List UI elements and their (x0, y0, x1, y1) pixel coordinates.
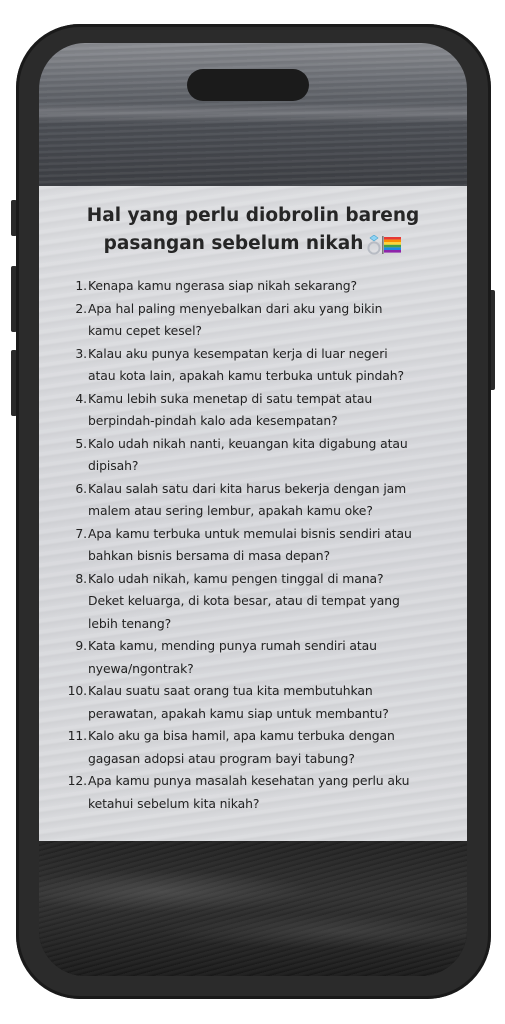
question-text-line: Deket keluarga, di kota besar, atau di tempat yang (88, 593, 400, 608)
question-text-line: ketahui sebelum kita nikah? (88, 795, 260, 811)
question-number: 10. (67, 683, 87, 698)
question-list (39, 275, 467, 815)
question-number: 9. (75, 638, 87, 653)
question-text-line: Apa hal paling menyebalkan dari aku yang bikin (88, 300, 383, 316)
question-text-line: lebih tenang? (88, 615, 172, 631)
question-text-line: Kamu lebih suka menetap di satu tempat atau (88, 390, 373, 406)
question-item (39, 343, 467, 388)
question-text-line: nyewa/ngontrak? (88, 660, 194, 676)
question-text-line: kamu cepet kesel? (88, 323, 202, 338)
question-text-line: Kata kamu, mending punya rumah sendiri atau (88, 638, 377, 653)
question-item (39, 478, 467, 523)
question-number: 11. (67, 728, 87, 743)
title-line-1: Hal yang perlu diobrolin bareng (86, 205, 420, 226)
question-text-line: gagasan adopsi atau program bayi tabung? (88, 750, 355, 766)
question-item (39, 388, 467, 433)
question-text-line: dipisah? (88, 458, 139, 473)
phone-screen (39, 43, 467, 976)
question-text-line: Kalau aku punya kesempatan kerja di luar negeri (88, 345, 388, 361)
question-card (39, 186, 467, 841)
question-text-line: berpindah-pindah kalo ada kesempatan? (88, 413, 338, 428)
question-text-line: Kalo udah nikah, kamu pengen tinggal di mana? (88, 570, 384, 586)
question-text-line: atau kota lain, apakah kamu terbuka untuk pindah? (88, 368, 405, 383)
sea-background-bottom (39, 841, 467, 976)
question-text-line: Apa kamu punya masalah kesehatan yang perlu aku (88, 773, 410, 788)
question-text-line: Kenapa kamu ngerasa siap nikah sekarang? (88, 278, 357, 293)
sea-background-top (39, 43, 467, 193)
question-number: 1. (75, 278, 87, 293)
question-number: 8. (75, 570, 87, 586)
question-item (39, 725, 467, 770)
question-text-line: Kalo udah nikah nanti, keuangan kita digabung atau (88, 435, 408, 451)
question-number: 12. (67, 773, 87, 788)
question-text-line: malem atau sering lembur, apakah kamu oke? (88, 503, 373, 518)
rainbow-flag-icon (382, 236, 402, 254)
question-item (39, 275, 467, 298)
ring-icon (366, 235, 382, 255)
question-item (39, 680, 467, 725)
question-item (39, 770, 467, 815)
question-text-line: Kalo aku ga bisa hamil, apa kamu terbuka dengan (88, 728, 395, 743)
question-item (39, 433, 467, 478)
question-item (39, 298, 467, 343)
post-title (39, 202, 467, 261)
dynamic-island (187, 69, 309, 101)
question-number: 6. (75, 480, 87, 496)
question-number: 2. (75, 300, 87, 316)
question-text-line: Kalau suatu saat orang tua kita membutuhkan (88, 683, 373, 698)
question-text-line: perawatan, apakah kamu siap untuk membantu? (88, 705, 389, 721)
title-line-2-wrap (39, 230, 467, 261)
question-item (39, 635, 467, 680)
question-number: 7. (75, 525, 87, 541)
question-number: 5. (75, 435, 87, 451)
title-line-2: pasangan sebelum nikah (103, 233, 364, 254)
question-item (39, 523, 467, 568)
question-text-line: Apa kamu terbuka untuk memulai bisnis sendiri atau (88, 525, 412, 541)
question-number: 3. (75, 345, 87, 361)
question-text-line: bahkan bisnis bersama di masa depan? (88, 548, 331, 563)
question-item (39, 568, 467, 636)
question-text-line: Kalau salah satu dari kita harus bekerja dengan jam (88, 480, 407, 496)
question-number: 4. (75, 390, 87, 406)
